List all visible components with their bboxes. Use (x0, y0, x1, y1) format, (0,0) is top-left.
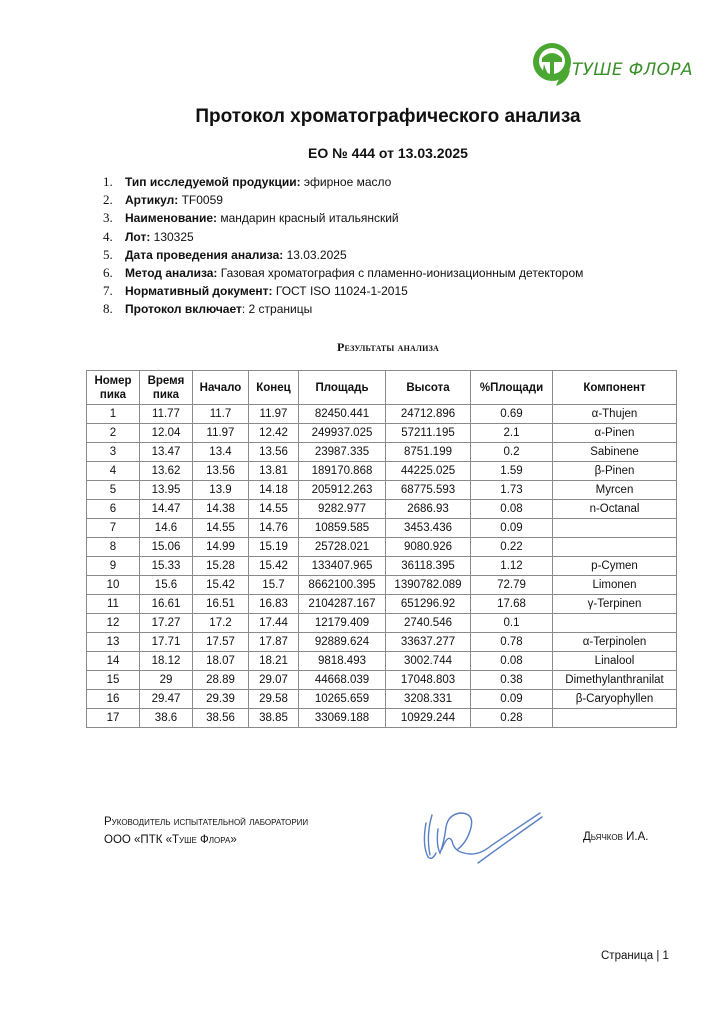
cell-peak-number: 4 (87, 462, 140, 481)
cell-end: 14.55 (249, 500, 299, 519)
cell-component (553, 709, 677, 728)
cell-area-percent: 0.1 (471, 614, 553, 633)
cell-height: 3453.436 (386, 519, 471, 538)
cell-area: 133407.965 (299, 557, 386, 576)
col-header-area: Площадь (299, 371, 386, 405)
cell-area-percent: 17.68 (471, 595, 553, 614)
cell-start: 13.9 (193, 481, 249, 500)
col-header-component: Компонент (553, 371, 677, 405)
cell-start: 15.42 (193, 576, 249, 595)
cell-end: 17.44 (249, 614, 299, 633)
cell-area: 82450.441 (299, 405, 386, 424)
cell-peak-number: 12 (87, 614, 140, 633)
cell-start: 16.51 (193, 595, 249, 614)
cell-area: 205912.263 (299, 481, 386, 500)
cell-peak-number: 1 (87, 405, 140, 424)
results-heading: Результаты анализа (336, 340, 440, 354)
cell-component: p-Cymen (553, 557, 677, 576)
cell-height: 10929.244 (386, 709, 471, 728)
info-item-method: 6. Метод анализа: Газовая хроматография с пламенно-ионизационным детектором (103, 265, 584, 281)
signatory-block (104, 813, 308, 849)
cell-peak-number: 17 (87, 709, 140, 728)
col-header-start: Начало (193, 371, 249, 405)
cell-component: Dimethylanthranilat (553, 671, 677, 690)
cell-end: 16.83 (249, 595, 299, 614)
cell-peak-time: 17.71 (140, 633, 193, 652)
cell-peak-number: 2 (87, 424, 140, 443)
cell-area-percent: 0.08 (471, 500, 553, 519)
cell-area-percent: 0.08 (471, 652, 553, 671)
cell-height: 3002.744 (386, 652, 471, 671)
table-row (87, 633, 677, 652)
cell-end: 15.7 (249, 576, 299, 595)
cell-peak-number: 14 (87, 652, 140, 671)
table-header-row (87, 371, 677, 405)
cell-peak-time: 38.6 (140, 709, 193, 728)
cell-area: 25728.021 (299, 538, 386, 557)
document-number: ЕО № 444 от 13.03.2025 (308, 145, 468, 161)
cell-height: 9080.926 (386, 538, 471, 557)
cell-end: 14.76 (249, 519, 299, 538)
cell-end: 17.87 (249, 633, 299, 652)
cell-height: 68775.593 (386, 481, 471, 500)
cell-area-percent: 0.78 (471, 633, 553, 652)
table-row (87, 519, 677, 538)
product-info-list (103, 173, 583, 319)
info-item-standard: 7. Нормативный документ: ГОСТ ISO 11024-1-2015 (103, 283, 408, 299)
table-row (87, 500, 677, 519)
cell-end: 15.19 (249, 538, 299, 557)
cell-area-percent: 0.09 (471, 690, 553, 709)
cell-peak-time: 16.61 (140, 595, 193, 614)
cell-component: γ-Terpinen (553, 595, 677, 614)
cell-peak-time: 13.62 (140, 462, 193, 481)
cell-height: 8751.199 (386, 443, 471, 462)
cell-peak-number: 6 (87, 500, 140, 519)
cell-area-percent: 1.12 (471, 557, 553, 576)
cell-height: 44225.025 (386, 462, 471, 481)
cell-start: 11.97 (193, 424, 249, 443)
cell-component: Linalool (553, 652, 677, 671)
cell-area-percent: 2.1 (471, 424, 553, 443)
cell-area-percent: 1.59 (471, 462, 553, 481)
logo-text: ТУШЕ ФЛОРА (572, 60, 693, 80)
cell-peak-number: 8 (87, 538, 140, 557)
col-header-height: Высота (386, 371, 471, 405)
cell-area: 9282.977 (299, 500, 386, 519)
cell-area: 92889.624 (299, 633, 386, 652)
cell-height: 2740.546 (386, 614, 471, 633)
cell-peak-number: 15 (87, 671, 140, 690)
cell-component (553, 519, 677, 538)
cell-start: 13.56 (193, 462, 249, 481)
col-header-end: Конец (249, 371, 299, 405)
info-item-product-type: 1. Тип исследуемой продукции: эфирное масло (103, 174, 392, 189)
cell-component: Myrcen (553, 481, 677, 500)
cell-area: 10859.585 (299, 519, 386, 538)
cell-peak-time: 12.04 (140, 424, 193, 443)
cell-peak-number: 5 (87, 481, 140, 500)
cell-start: 18.07 (193, 652, 249, 671)
cell-area: 2104287.167 (299, 595, 386, 614)
cell-peak-number: 10 (87, 576, 140, 595)
info-item-pages: 8. Протокол включает: 2 страницы (103, 301, 313, 317)
table-row (87, 462, 677, 481)
cell-peak-time: 15.6 (140, 576, 193, 595)
cell-component: α-Terpinolen (553, 633, 677, 652)
cell-start: 14.38 (193, 500, 249, 519)
cell-peak-time: 11.77 (140, 405, 193, 424)
cell-area-percent: 0.09 (471, 519, 553, 538)
cell-peak-time: 15.06 (140, 538, 193, 557)
cell-height: 2686.93 (386, 500, 471, 519)
results-table (86, 370, 677, 728)
cell-end: 11.97 (249, 405, 299, 424)
cell-height: 3208.331 (386, 690, 471, 709)
cell-component: Limonen (553, 576, 677, 595)
table-row (87, 557, 677, 576)
cell-peak-time: 29 (140, 671, 193, 690)
cell-start: 17.2 (193, 614, 249, 633)
cell-area: 12179.409 (299, 614, 386, 633)
cell-peak-time: 13.47 (140, 443, 193, 462)
cell-start: 13.4 (193, 443, 249, 462)
cell-start: 14.99 (193, 538, 249, 557)
cell-peak-number: 3 (87, 443, 140, 462)
cell-peak-number: 16 (87, 690, 140, 709)
table-row (87, 671, 677, 690)
cell-peak-number: 13 (87, 633, 140, 652)
cell-start: 17.57 (193, 633, 249, 652)
cell-component: β-Pinen (553, 462, 677, 481)
cell-peak-number: 11 (87, 595, 140, 614)
table-row (87, 443, 677, 462)
cell-start: 11.7 (193, 405, 249, 424)
info-item-analysis-date: 5. Дата проведения анализа: 13.03.2025 (103, 246, 347, 262)
cell-peak-time: 17.27 (140, 614, 193, 633)
table-row (87, 690, 677, 709)
table-row (87, 405, 677, 424)
cell-area-percent: 0.28 (471, 709, 553, 728)
signatory-position: Руководитель испытательной лаборатории (104, 816, 309, 828)
cell-height: 17048.803 (386, 671, 471, 690)
cell-peak-time: 14.6 (140, 519, 193, 538)
cell-height: 651296.92 (386, 595, 471, 614)
cell-end: 18.21 (249, 652, 299, 671)
info-item-article: 2. Артикул: TF0059 (103, 192, 223, 208)
table-row (87, 576, 677, 595)
cell-height: 24712.896 (386, 405, 471, 424)
table-row (87, 652, 677, 671)
cell-end: 12.42 (249, 424, 299, 443)
table-row (87, 614, 677, 633)
cell-start: 15.28 (193, 557, 249, 576)
col-header-peak-number: Номер пика (87, 371, 140, 405)
info-item-name: 3. Наименование: мандарин красный итальянский (103, 210, 399, 226)
cell-start: 14.55 (193, 519, 249, 538)
cell-peak-time: 14.47 (140, 500, 193, 519)
cell-area: 8662100.395 (299, 576, 386, 595)
cell-area: 9818.493 (299, 652, 386, 671)
table-row (87, 538, 677, 557)
cell-area: 10265.659 (299, 690, 386, 709)
cell-component: α-Thujen (553, 405, 677, 424)
cell-end: 29.07 (249, 671, 299, 690)
cell-peak-number: 7 (87, 519, 140, 538)
col-header-area-percent: %Площади (471, 371, 553, 405)
cell-area-percent: 0.38 (471, 671, 553, 690)
cell-start: 29.39 (193, 690, 249, 709)
cell-start: 38.56 (193, 709, 249, 728)
cell-end: 14.18 (249, 481, 299, 500)
cell-end: 13.56 (249, 443, 299, 462)
cell-start: 28.89 (193, 671, 249, 690)
page-title: Протокол хроматографического анализа (195, 106, 581, 127)
cell-end: 38.85 (249, 709, 299, 728)
cell-component: Sabinene (553, 443, 677, 462)
leaf-tree-logo-icon (530, 40, 574, 92)
cell-area-percent: 0.69 (471, 405, 553, 424)
cell-component: n-Octanal (553, 500, 677, 519)
cell-component: α-Pinen (553, 424, 677, 443)
cell-peak-number: 9 (87, 557, 140, 576)
col-header-peak-time: Время пика (140, 371, 193, 405)
cell-area-percent: 0.2 (471, 443, 553, 462)
cell-height: 33637.277 (386, 633, 471, 652)
signatory-name: Дьячков И.А. (583, 831, 649, 843)
cell-area-percent: 1.73 (471, 481, 553, 500)
cell-component: β-Caryophyllen (553, 690, 677, 709)
company-logo (530, 40, 693, 92)
page-number: Страница | 1 (601, 950, 669, 962)
cell-height: 1390782.089 (386, 576, 471, 595)
cell-area-percent: 72.79 (471, 576, 553, 595)
cell-area: 33069.188 (299, 709, 386, 728)
cell-area: 23987.335 (299, 443, 386, 462)
cell-component (553, 538, 677, 557)
cell-peak-time: 29.47 (140, 690, 193, 709)
cell-area: 249937.025 (299, 424, 386, 443)
cell-area: 44668.039 (299, 671, 386, 690)
cell-component (553, 614, 677, 633)
signature-icon (418, 805, 548, 867)
cell-height: 57211.195 (386, 424, 471, 443)
table-row (87, 595, 677, 614)
table-row (87, 424, 677, 443)
organization-name: ООО «ПТК «Туше Флора» (104, 834, 237, 846)
cell-peak-time: 13.95 (140, 481, 193, 500)
cell-end: 13.81 (249, 462, 299, 481)
info-item-lot: 4. Лот: 130325 (103, 228, 194, 244)
cell-area: 189170.868 (299, 462, 386, 481)
cell-area-percent: 0.22 (471, 538, 553, 557)
table-row (87, 709, 677, 728)
cell-end: 15.42 (249, 557, 299, 576)
cell-end: 29.58 (249, 690, 299, 709)
table-row (87, 481, 677, 500)
cell-height: 36118.395 (386, 557, 471, 576)
cell-peak-time: 15.33 (140, 557, 193, 576)
cell-peak-time: 18.12 (140, 652, 193, 671)
